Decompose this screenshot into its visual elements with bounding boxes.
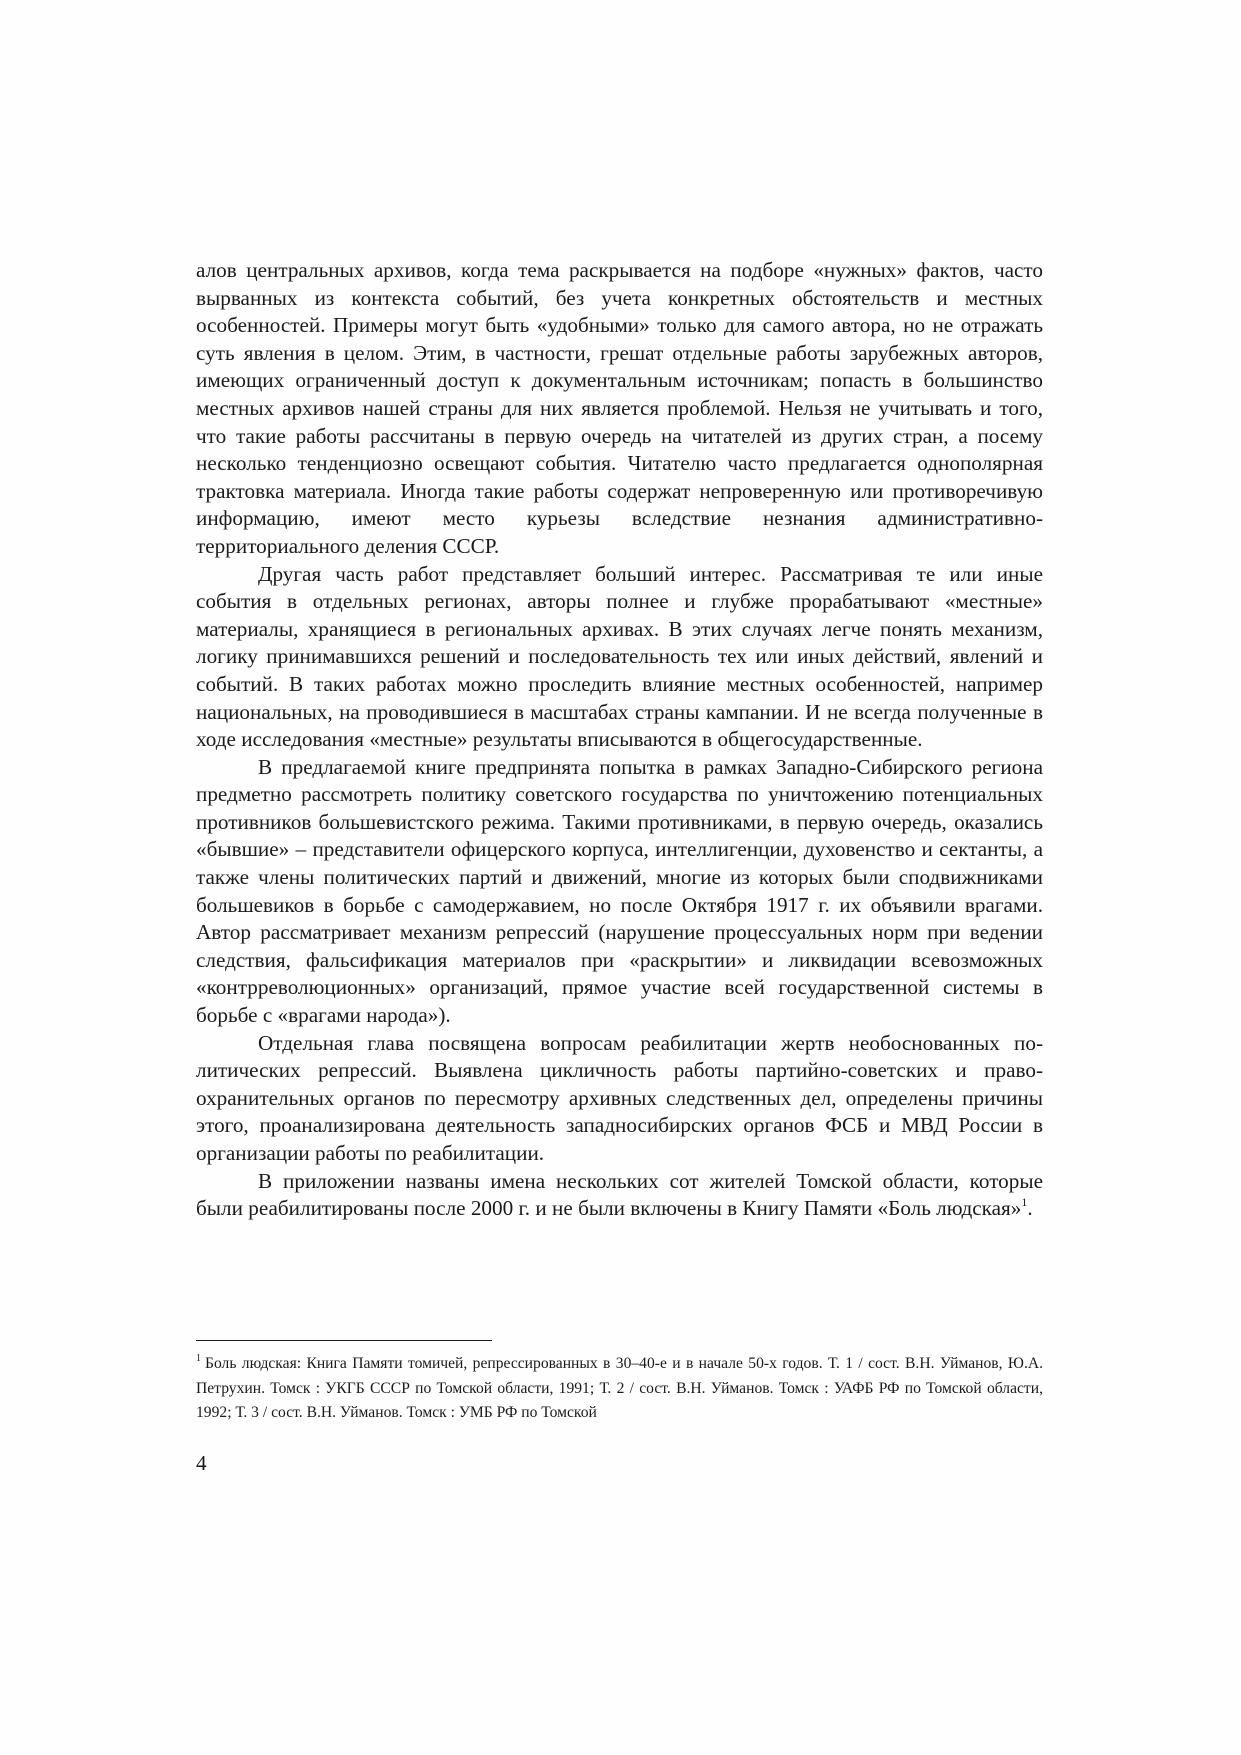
footnote-reference[interactable]: 1 — [1021, 1195, 1028, 1210]
paragraph-2: Другая часть работ представляет больший интерес. Рассматривая те или иные события в отдельных регионах, авторы полнее и глубже прорабатывают «местные» материалы, хранящиеся в региональных архивах. В этих случаях легче понять механизм, логику принимавшихся решений и последовательность тех или иных действий, явлений и событий. В таких работах можно проследить влияние местных особенностей, например национальных, на проводившиеся в масштабах страны кампании. И не всегда полученные в ходе исследования «местные» результаты вписываются в общегосударственные. — [196, 561, 1043, 752]
page-number: 4 — [196, 1451, 207, 1475]
paragraph-5 — [196, 1168, 1043, 1223]
footnote-text: Боль людская: Книга Памяти томичей, репрессированных в 30–40-е и в начале 50-х годов. Т. 1 / сост. В.Н. Уйманов, Ю.А. Петрухин. Томск : УКГБ СССР по Томской области, 1991; Т. 2 / сост. В.Н. Уйманов. Томск : УАФБ РФ по Томской области, 1992; Т. 3 / сост. В.Н. Уйманов. Томск : УМБ РФ по Томской — [196, 1355, 1043, 1422]
body-text — [196, 257, 1043, 1223]
paragraph-3: В предлагаемой книге предпринята попытка в рамках Западно-Сибирского региона предметно рассмотреть политику советского государства по уничтожению потенциальных противников большевистского режима. Такими противниками, в первую очередь, оказались «бывшие» – представители офицерского корпуса, интеллигенции, духовенство и сектанты, а также члены политических партий и движений, многие из которых были сподвижниками большевиков в борьбе с самодержавием, но после Октября 1917 г. их объявили врагами. Автор рассматривает механизм репрессий (нарушение процессуальных норм при ведении следствия, фальсификация материалов при «раскрытии» и ликвидации всевозможных «контрреволюционных» организаций, прямое участие всей государственной системы в борьбе с «врагами народа»). — [196, 754, 1043, 1028]
paragraph-5-end: . — [1027, 1196, 1033, 1221]
footnote-divider — [196, 1340, 492, 1341]
paragraph-5-text: В приложении названы имена нескольких сот жителей Томской области, которые были реабилитированы после 2000 г. и не были включены в Книгу Памяти «Боль людская» — [196, 1168, 1043, 1221]
paragraph-4: Отдельная глава посвящена вопросам реабилитации жертв необоснованных политических репрессий. Выявлена цикличность работы партийно-советских и правоохранительных органов по пересмотру архивных следственных дел, определены причины этого, проанализирована деятельность западносибирских органов ФСБ и МВД России в организации работы по реабилитации. — [196, 1030, 1043, 1165]
paragraph-1: алов центральных архивов, когда тема раскрывается на подборе «нужных» фактов, часто вырванных из контекста событий, без учета конкретных обстоятельств и местных особенностей. Примеры могут быть «удобными» только для самого автора, но не отражать суть явления в целом. Этим, в частности, грешат отдельные работы зарубежных авторов, имеющих ограниченный доступ к документальным источникам; попасть в большинство местных архивов нашей страны для них является проблемой. Нельзя не учитывать и того, что такие работы рассчитаны в первую очередь на читателей из других стран, а посему несколько тенденциозно освещают события. Читателю часто предлагается однополярная трактовка материала. Иногда такие работы содержат непроверенную или противоречивую информацию, имеют место курьезы вследствие незнания административно-территориального деления СССР. — [196, 258, 1043, 558]
footnote-marker: 1 — [196, 1353, 201, 1364]
footnote — [196, 1352, 1043, 1426]
